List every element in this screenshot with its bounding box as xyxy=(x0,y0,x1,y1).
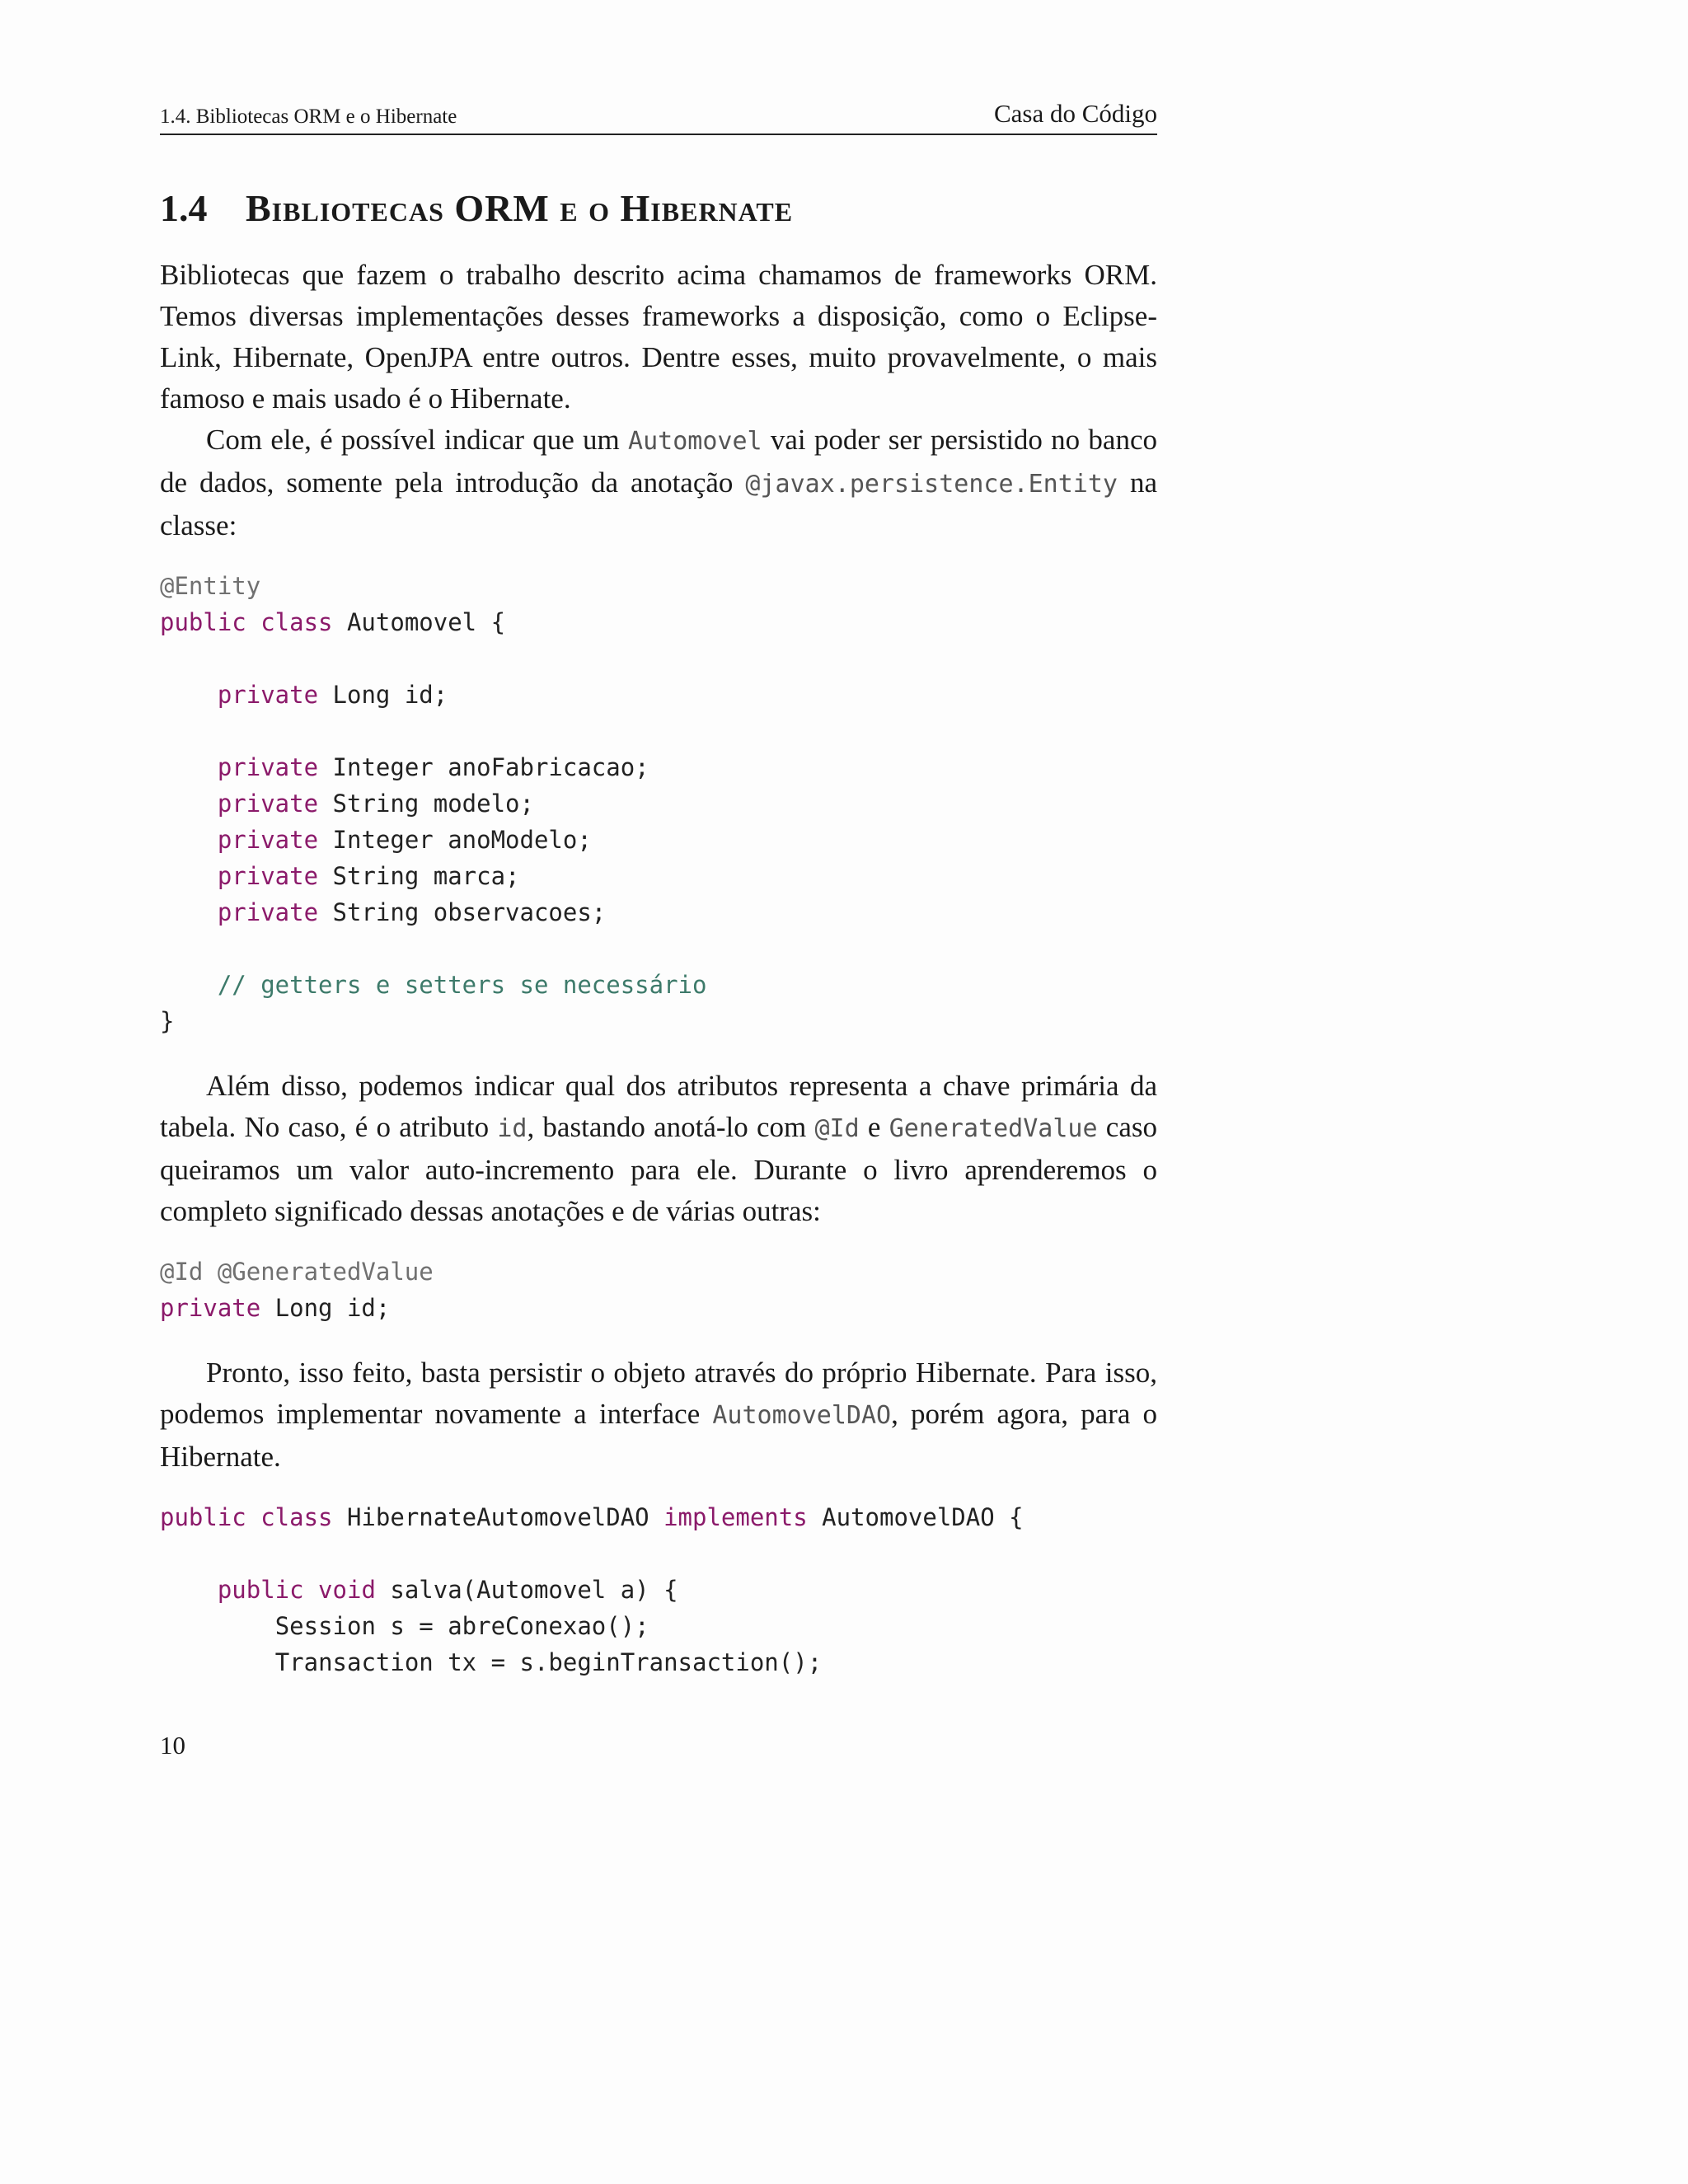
code-keyword: private xyxy=(217,826,319,854)
running-header xyxy=(160,99,1157,135)
inline-code-entity: @javax.persistence.Entity xyxy=(745,470,1118,499)
code-keyword: private xyxy=(217,898,319,926)
text-span: na classe: xyxy=(160,466,1157,541)
code-text: Integer anoModelo; xyxy=(318,826,592,854)
code-keyword: public class xyxy=(160,1503,333,1531)
inline-code-generatedvalue: GeneratedValue xyxy=(889,1114,1098,1143)
code-block-id-field xyxy=(160,1254,1157,1326)
inline-code-id: id xyxy=(497,1114,528,1143)
text-span: , bastando anotá-lo com xyxy=(527,1111,815,1143)
code-text: String marca; xyxy=(318,862,520,890)
page-content xyxy=(160,99,1157,1680)
text-span: vai poder ser persistido no banco de dados, somente pela introdução da anotação xyxy=(160,424,1157,499)
text-span: e xyxy=(859,1111,889,1143)
text-span: , porém agora, para o Hibernate. xyxy=(160,1398,1157,1473)
code-keyword: private xyxy=(217,753,319,781)
paragraph-hibernate-dao xyxy=(160,1352,1157,1478)
code-text: AutomovelDAO { xyxy=(807,1503,1024,1531)
section-heading xyxy=(160,186,1157,230)
code-text: Transaction tx = s.beginTransaction(); xyxy=(274,1648,823,1676)
code-keyword: private xyxy=(160,1294,261,1322)
code-text: Long id; xyxy=(318,681,448,709)
code-block-hibernate-dao xyxy=(160,1499,1157,1680)
paragraph-entity-annotation xyxy=(160,419,1157,546)
code-text: String observacoes; xyxy=(318,898,607,926)
inline-code-automovel: Automovel xyxy=(628,427,762,456)
code-text: Integer anoFabricacao; xyxy=(318,753,649,781)
inline-code-id-annotation: @Id xyxy=(814,1114,860,1143)
running-header-chapter: 1.4. Bibliotecas ORM e o Hibernate xyxy=(160,105,457,128)
code-keyword: implements xyxy=(663,1503,808,1531)
code-annotation: @Entity xyxy=(160,572,261,600)
text-span: Além disso, podemos indicar qual dos atributos representa a chave primária da tabela. No caso, é o atributo xyxy=(160,1070,1157,1143)
paragraph-primary-key xyxy=(160,1066,1157,1232)
code-comment: // getters e setters se necessário xyxy=(217,971,707,999)
paragraph-orm-frameworks: Bibliotecas que fazem o trabalho descrito acima chamamos de frameworks ORM. Temos diversas implementações desses frameworks a disposição, como o Eclipse-Link, Hibernate, OpenJPA entre outros. Dentre esses, muito provavelmente, o mais famoso e mais usado é o Hibernate. xyxy=(160,259,1157,415)
text-span: Com ele, é possível indicar que um xyxy=(206,424,629,456)
page-number: 10 xyxy=(160,1731,185,1760)
code-text: Automovel { xyxy=(332,608,506,636)
code-text: Long id; xyxy=(260,1294,391,1322)
code-annotation: @Id @GeneratedValue xyxy=(160,1258,434,1286)
code-keyword: private xyxy=(217,681,319,709)
text-span: caso queiramos um valor auto-incremento para ele. Durante o livro aprenderemos o completo significado dessas anotações e de várias outras: xyxy=(160,1111,1157,1227)
code-text: Session s = abreConexao(); xyxy=(274,1612,649,1640)
text-span: Pronto, isso feito, basta persistir o objeto através do próprio Hibernate. Para isso, podemos implementar novamente a interface xyxy=(160,1357,1157,1430)
code-text: salva(Automovel a) { xyxy=(375,1576,678,1604)
section-title: Bibliotecas ORM e o Hibernate xyxy=(246,187,794,229)
code-text: HibernateAutomovelDAO xyxy=(332,1503,664,1531)
code-keyword: public class xyxy=(160,608,333,636)
section-number: 1.4 xyxy=(160,187,208,229)
code-keyword: private xyxy=(217,862,319,890)
code-keyword: private xyxy=(217,790,319,818)
code-block-automovel-entity xyxy=(160,568,1157,1039)
inline-code-automoveldao: AutomovelDAO xyxy=(712,1401,892,1430)
running-header-publisher: Casa do Código xyxy=(993,99,1157,128)
code-text: String modelo; xyxy=(318,790,534,818)
code-keyword: public void xyxy=(217,1576,376,1604)
code-text: } xyxy=(160,1007,175,1035)
